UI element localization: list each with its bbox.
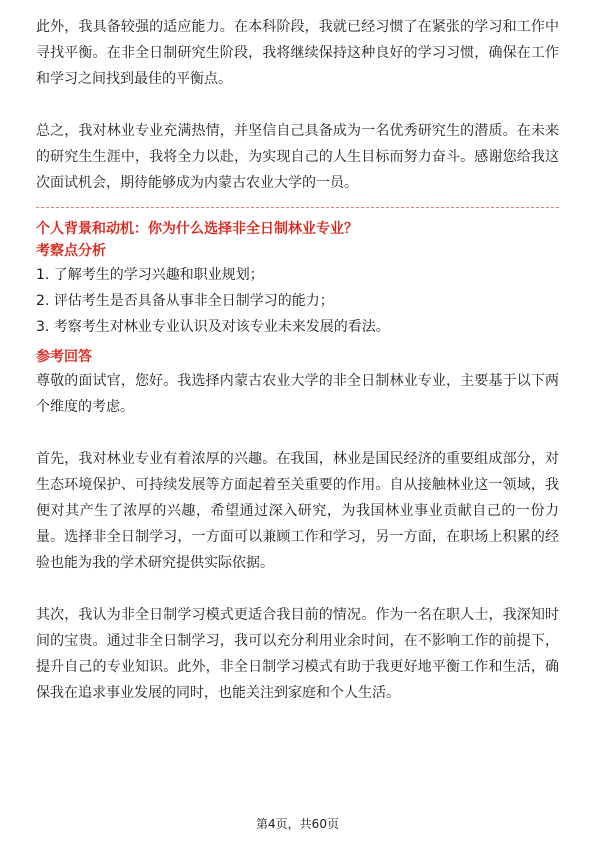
analysis-item: 3. 考察考生对林业专业认识及对该专业未来发展的看法。 (36, 319, 390, 335)
intro-paragraph: 总之，我对林业专业充满热情，并坚信自己具备成为一名优秀研究生的潜质。在未来的研究生生涯中，我将全力以赴，为实现自己的人生目标而努力奋斗。感谢您给我这次面试机会，期待能够成为内蒙古农业大学的一员。 (36, 123, 559, 191)
answer-paragraph: 尊敬的面试官，您好。我选择内蒙古农业大学的非全日制林业专业，主要基于以下两个维度的考虑。 (36, 373, 559, 415)
answer-paragraph: 首先，我对林业专业有着浓厚的兴趣。在我国，林业是国民经济的重要组成部分，对生态环境保护、可持续发展等方面起着至关重要的作用。自从接触林业这一领域，我便对其产生了浓厚的兴趣，希望通过深入研究，为我国林业事业贡献自己的一份力量。选择非全日制学习，一方面可以兼顾工作和学习，另一方面，在职场上积累的经验也能为我的学术研究提供实际依据。 (36, 451, 559, 571)
question-title: 个人背景和动机：你为什么选择非全日制林业专业？ (36, 221, 358, 237)
paragraph-spacer (36, 92, 559, 118)
answer-paragraph: 其次，我认为非全日制学习模式更适合我目前的情况。作为一名在职人士，我深知时间的宝贵。通过非全日制学习，我可以充分利用业余时间，在不影响工作的前提下，提升自己的专业知识。此外，非全日制学习模式有助于我更好地平衡工作和生活，确保我在追求事业发展的同时，也能关注到家庭和个人生活。 (36, 607, 559, 701)
page-number: 第4页，共60页 (256, 817, 339, 831)
paragraph-spacer (36, 420, 559, 446)
analysis-item: 2. 评估考生是否具备从事非全日制学习的能力； (36, 293, 334, 309)
intro-paragraph: 此外，我具备较强的适应能力。在本科阶段，我就已经习惯了在紧张的学习和工作中寻找平衡。在非全日制研究生阶段，我将继续保持这种良好的学习习惯，确保在工作和学习之间找到最佳的平衡点。 (36, 19, 559, 87)
analysis-item: 1. 了解考生的学习兴趣和职业规划； (36, 267, 264, 283)
answer-label: 参考回答 (36, 349, 92, 365)
document-page (36, 14, 559, 706)
analysis-label: 考察点分析 (36, 243, 106, 259)
paragraph-spacer (36, 576, 559, 602)
section-divider (36, 207, 559, 208)
